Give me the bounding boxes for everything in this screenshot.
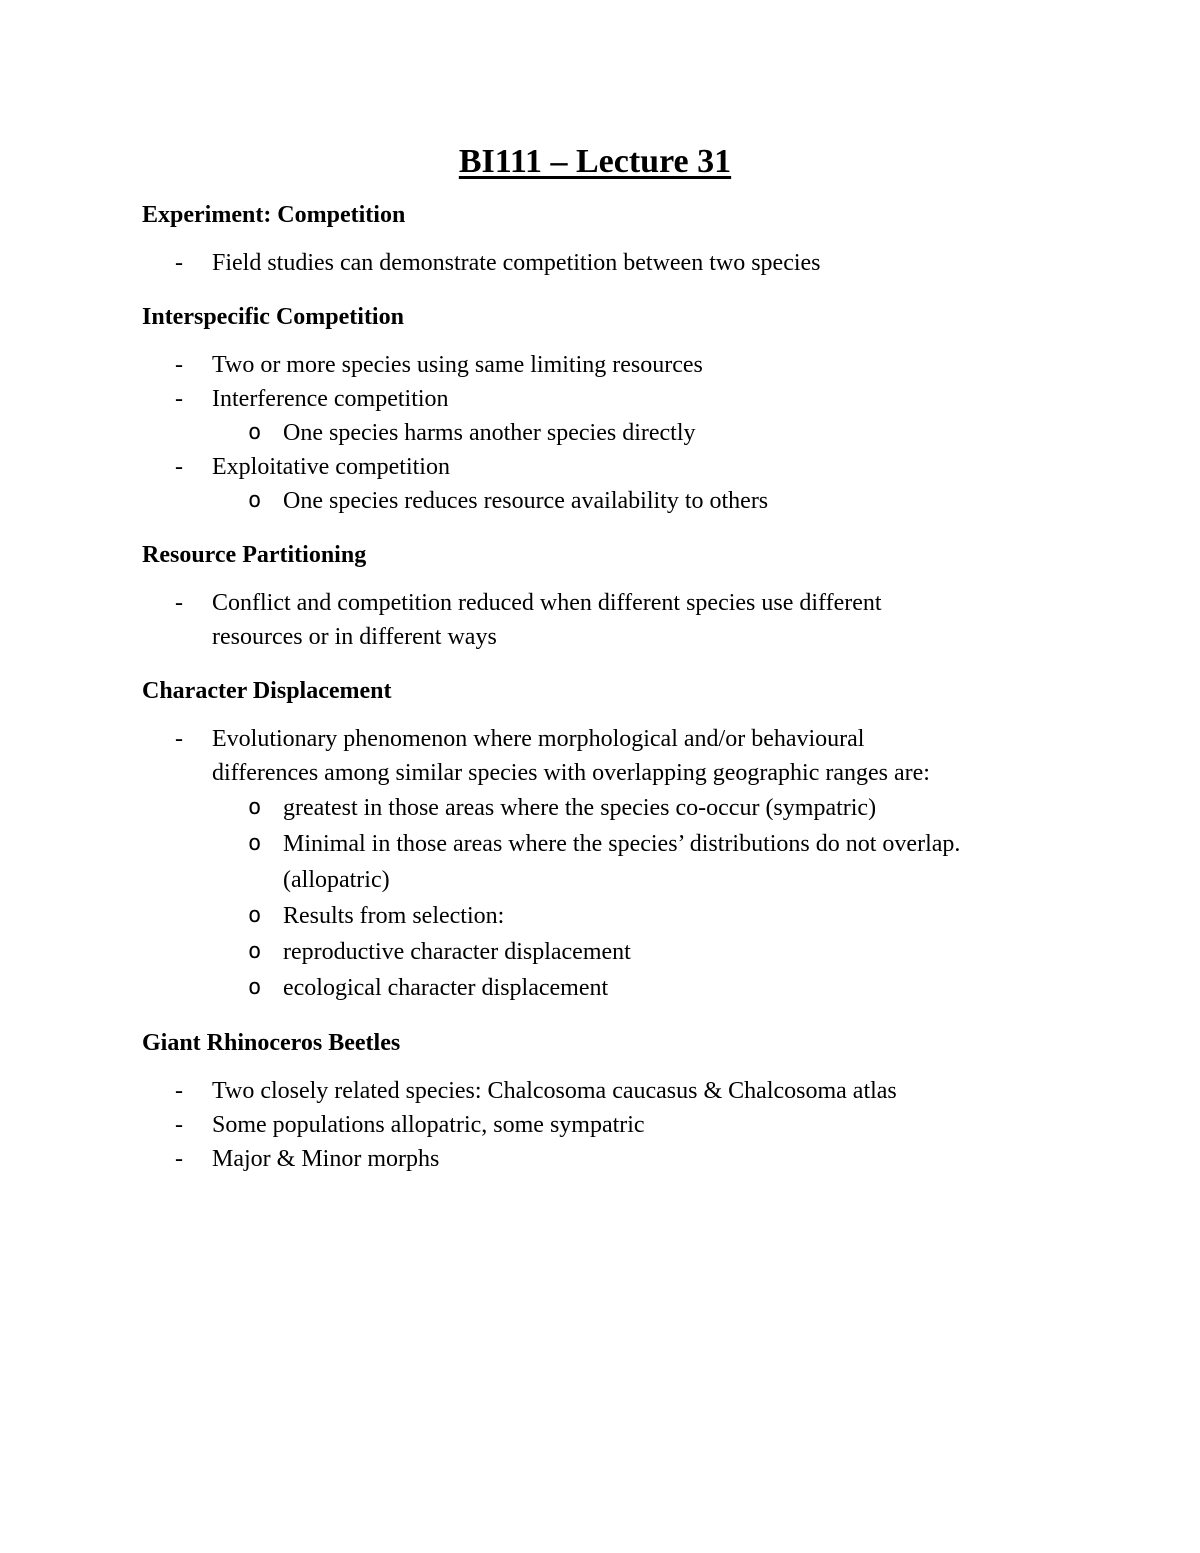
sub-list-item — [142, 934, 1072, 970]
list-item-text-continued: differences among similar species with overlapping geographic ranges are: — [212, 760, 930, 786]
bullet-list — [142, 1074, 1072, 1176]
section-heading: Experiment: Competition — [142, 202, 406, 228]
section-giant-rhinoceros-beetles — [142, 1028, 1072, 1176]
list-item-text-continued: resources or in different ways — [212, 624, 497, 650]
bullet-list — [142, 722, 1072, 790]
list-item — [142, 586, 1072, 654]
circle-bullet: o — [248, 903, 262, 928]
dash-bullet: - — [175, 352, 183, 378]
dash-bullet: - — [175, 1146, 183, 1172]
bullet-list — [142, 586, 1072, 654]
section-interspecific-competition — [142, 302, 1072, 518]
list-item-text: Field studies can demonstrate competition between two species — [212, 250, 821, 276]
list-item — [142, 246, 1072, 280]
list-item — [142, 722, 1072, 790]
list-item-text: Exploitative competition — [212, 454, 450, 480]
sub-item-text-continued: (allopatric) — [283, 867, 390, 893]
dash-bullet: - — [175, 454, 183, 480]
list-item — [142, 1108, 1072, 1142]
list-item — [142, 450, 1072, 484]
bullet-list — [142, 246, 1072, 280]
sub-item-text: reproductive character displacement — [283, 939, 631, 965]
sub-list — [142, 416, 1072, 450]
sub-list-item — [142, 970, 1072, 1006]
page-title: BI111 – Lecture 31 — [458, 143, 732, 180]
sub-item-text: ecological character displacement — [283, 975, 609, 1001]
section-heading: Interspecific Competition — [142, 304, 404, 330]
sub-item-text: One species reduces resource availability to others — [283, 488, 769, 514]
sub-list-item — [142, 790, 1072, 826]
section-heading: Character Displacement — [142, 678, 392, 704]
document-page — [142, 140, 1072, 1176]
list-item — [142, 1074, 1072, 1108]
sub-item-text: greatest in those areas where the species co-occur (sympatric) — [283, 795, 877, 821]
list-item — [142, 348, 1072, 382]
list-item-text: Conflict and competition reduced when different species use different — [212, 590, 882, 616]
sub-item-text: Minimal in those areas where the species’ distributions do not overlap. — [283, 831, 961, 857]
circle-bullet: o — [248, 488, 262, 513]
dash-bullet: - — [175, 386, 183, 412]
circle-bullet: o — [248, 831, 262, 856]
section-character-displacement — [142, 676, 1072, 1006]
sub-list-item — [142, 826, 1072, 898]
bullet-list — [142, 450, 1072, 484]
sub-item-text: Results from selection: — [283, 903, 505, 929]
circle-bullet: o — [248, 939, 262, 964]
section-resource-partitioning — [142, 540, 1072, 654]
sub-list-item — [142, 484, 1072, 518]
dash-bullet: - — [175, 590, 183, 616]
circle-bullet: o — [248, 975, 262, 1000]
circle-bullet: o — [248, 420, 262, 445]
list-item-text: Some populations allopatric, some sympatric — [212, 1112, 645, 1138]
circle-bullet: o — [248, 795, 262, 820]
dash-bullet: - — [175, 1112, 183, 1138]
list-item-text: Two or more species using same limiting resources — [212, 352, 703, 378]
dash-bullet: - — [175, 1078, 183, 1104]
sub-item-text: One species harms another species directly — [283, 420, 696, 446]
section-heading: Resource Partitioning — [142, 542, 367, 568]
list-item — [142, 1142, 1072, 1176]
sub-list-item — [142, 416, 1072, 450]
list-item-text: Evolutionary phenomenon where morphological and/or behavioural — [212, 726, 865, 752]
list-item-text: Two closely related species: Chalcosoma caucasus & Chalcosoma atlas — [212, 1078, 897, 1104]
dash-bullet: - — [175, 726, 183, 752]
sub-list — [142, 484, 1072, 518]
sub-list — [142, 790, 1072, 1006]
section-experiment-competition — [142, 200, 1072, 280]
dash-bullet: - — [175, 250, 183, 276]
list-item-text: Major & Minor morphs — [212, 1146, 440, 1172]
section-heading: Giant Rhinoceros Beetles — [142, 1030, 401, 1056]
list-item — [142, 382, 1072, 416]
bullet-list — [142, 348, 1072, 416]
sub-list-item — [142, 898, 1072, 934]
list-item-text: Interference competition — [212, 386, 449, 412]
